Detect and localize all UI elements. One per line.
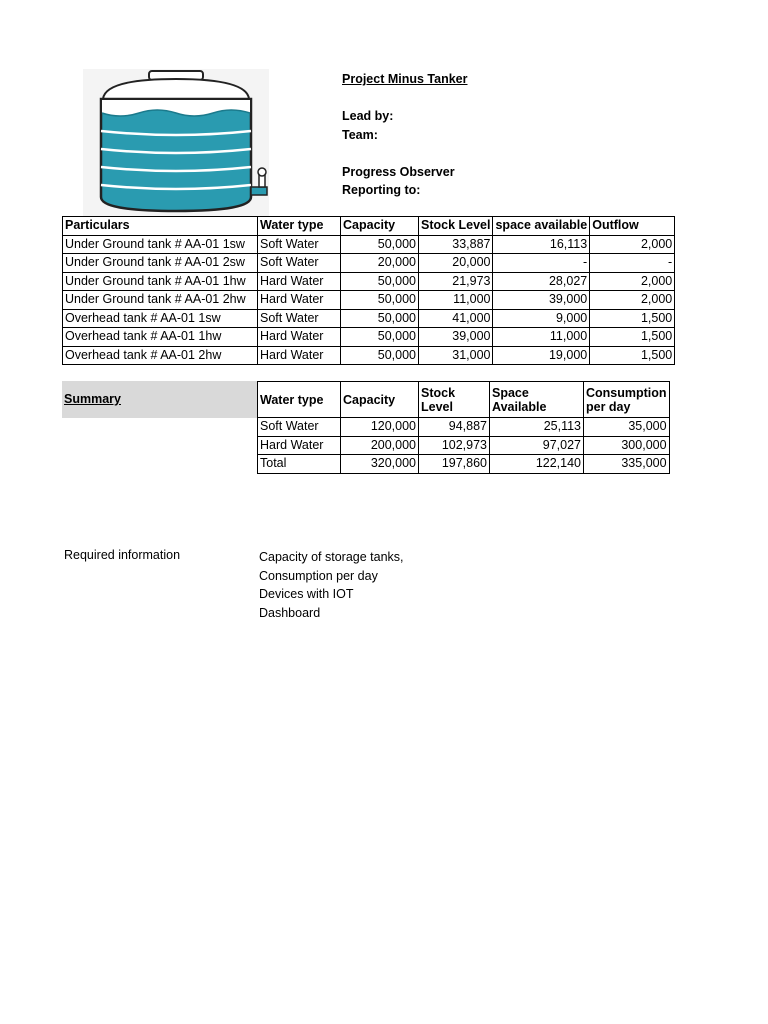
- water-tank-icon: [83, 69, 269, 216]
- table-row: [63, 309, 675, 328]
- table-cell: 102,973: [419, 436, 490, 455]
- table-cell: 28,027: [493, 272, 590, 291]
- table-cell: 1,500: [590, 309, 675, 328]
- table-cell: 50,000: [341, 235, 419, 254]
- tank-table: [62, 216, 675, 365]
- table-cell: 50,000: [341, 272, 419, 291]
- table-cell: 335,000: [584, 455, 670, 474]
- column-header: Space Available: [490, 382, 584, 418]
- reporting-to-label: Reporting to:: [342, 183, 421, 197]
- table-cell: Overhead tank # AA-01 2hw: [63, 346, 258, 365]
- table-cell: Under Ground tank # AA-01 1sw: [63, 235, 258, 254]
- table-cell: 20,000: [419, 254, 493, 273]
- table-row: [258, 418, 670, 437]
- list-item: Capacity of storage tanks,: [259, 550, 404, 564]
- table-row: [63, 291, 675, 310]
- column-header: Water type: [258, 382, 341, 418]
- table-cell: 35,000: [584, 418, 670, 437]
- table-cell: 1,500: [590, 346, 675, 365]
- table-cell: Soft Water: [258, 309, 341, 328]
- table-cell: Hard Water: [258, 291, 341, 310]
- table-cell: 21,973: [419, 272, 493, 291]
- table-cell: 122,140: [490, 455, 584, 474]
- column-header: Particulars: [63, 217, 258, 236]
- progress-observer-label: Progress Observer: [342, 164, 455, 179]
- table-cell: 2,000: [590, 235, 675, 254]
- table-header-row: [258, 382, 670, 418]
- table-cell: 97,027: [490, 436, 584, 455]
- table-cell: 33,887: [419, 235, 493, 254]
- required-info-label: Required information: [64, 548, 181, 562]
- list-item: Devices with IOT: [259, 587, 354, 601]
- table-cell: Overhead tank # AA-01 1sw: [63, 309, 258, 328]
- table-row: [63, 346, 675, 365]
- team-label: Team:: [342, 127, 378, 142]
- table-cell: Soft Water: [258, 235, 341, 254]
- table-cell: -: [493, 254, 590, 273]
- table-cell: 41,000: [419, 309, 493, 328]
- project-header: [342, 70, 468, 200]
- table-cell: 50,000: [341, 291, 419, 310]
- table-cell: 11,000: [419, 291, 493, 310]
- project-title: Project Minus Tanker: [342, 72, 468, 86]
- table-cell: 2,000: [590, 291, 675, 310]
- column-header: space available: [493, 217, 590, 236]
- table-cell: 320,000: [341, 455, 419, 474]
- required-info-list: [259, 548, 404, 622]
- table-cell: 94,887: [419, 418, 490, 437]
- column-header: Outflow: [590, 217, 675, 236]
- table-cell: Under Ground tank # AA-01 2sw: [63, 254, 258, 273]
- column-header: Capacity: [341, 382, 419, 418]
- table-row: [258, 436, 670, 455]
- table-cell: 25,113: [490, 418, 584, 437]
- summary-label: Summary: [62, 381, 257, 418]
- table-cell: -: [590, 254, 675, 273]
- column-header: Water type: [258, 217, 341, 236]
- table-cell: 39,000: [419, 328, 493, 347]
- table-cell: 1,500: [590, 328, 675, 347]
- table-row: [63, 328, 675, 347]
- table-cell: 300,000: [584, 436, 670, 455]
- table-cell: 31,000: [419, 346, 493, 365]
- table-cell: 50,000: [341, 309, 419, 328]
- table-cell: 50,000: [341, 328, 419, 347]
- table-cell: 197,860: [419, 455, 490, 474]
- column-header: Stock Level: [419, 217, 493, 236]
- table-cell: Under Ground tank # AA-01 2hw: [63, 291, 258, 310]
- table-cell: 200,000: [341, 436, 419, 455]
- table-row: [258, 455, 670, 474]
- table-cell: Hard Water: [258, 436, 341, 455]
- table-cell: 9,000: [493, 309, 590, 328]
- table-cell: 11,000: [493, 328, 590, 347]
- list-item: Dashboard: [259, 605, 321, 620]
- table-cell: Soft Water: [258, 254, 341, 273]
- table-cell: 39,000: [493, 291, 590, 310]
- table-cell: Hard Water: [258, 346, 341, 365]
- table-cell: 16,113: [493, 235, 590, 254]
- table-row: [63, 272, 675, 291]
- summary-table: [257, 381, 670, 474]
- table-cell: 19,000: [493, 346, 590, 365]
- table-cell: Hard Water: [258, 272, 341, 291]
- table-cell: Total: [258, 455, 341, 474]
- table-cell: Hard Water: [258, 328, 341, 347]
- column-header: Stock Level: [419, 382, 490, 418]
- table-cell: 120,000: [341, 418, 419, 437]
- table-cell: 2,000: [590, 272, 675, 291]
- table-cell: Under Ground tank # AA-01 1hw: [63, 272, 258, 291]
- column-header: Capacity: [341, 217, 419, 236]
- table-row: [63, 235, 675, 254]
- table-header-row: [63, 217, 675, 236]
- lead-by-label: Lead by:: [342, 109, 394, 123]
- table-cell: 50,000: [341, 346, 419, 365]
- table-cell: 20,000: [341, 254, 419, 273]
- table-cell: Overhead tank # AA-01 1hw: [63, 328, 258, 347]
- table-row: [63, 254, 675, 273]
- list-item: Consumption per day: [259, 568, 378, 583]
- table-cell: Soft Water: [258, 418, 341, 437]
- column-header: Consumption per day: [584, 382, 670, 418]
